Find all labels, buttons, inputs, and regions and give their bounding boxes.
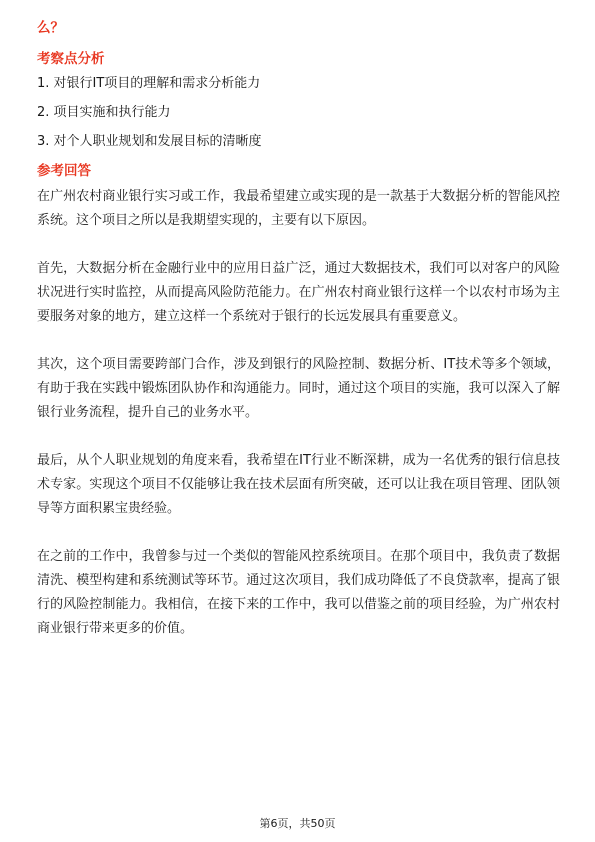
answer-paragraph-first: 首先，大数据分析在金融行业中的应用日益广泛，通过大数据技术，我们可以对客户的风险状况进行实时监控，从而提高风险防范能力。在广州农村商业银行这样一个以农村市场为主要服务对象的地方，建立这样一个系统对于银行的长远发展具有重要意义。 xyxy=(37,261,560,324)
page-number-footer: 第6页，共50页 xyxy=(259,817,336,830)
examination-point-2: 2. 项目实施和执行能力 xyxy=(37,105,171,120)
examination-points-title: 考察点分析 xyxy=(37,51,105,67)
answer-paragraph-second: 其次，这个项目需要跨部门合作，涉及到银行的风险控制、数据分析、IT技术等多个领域，有助于我在实践中锻炼团队协作和沟通能力。同时，通过这个项目的实施，我可以深入了解银行业务流程，提升自己的业务水平。 xyxy=(37,357,560,420)
question-tail: 么？ xyxy=(37,20,64,36)
document-page xyxy=(37,18,560,665)
answer-paragraph-experience: 在之前的工作中，我曾参与过一个类似的智能风控系统项目。在那个项目中，我负责了数据清洗、模型构建和系统测试等环节。通过这次项目，我们成功降低了不良贷款率，提高了银行的风险控制能力。我相信，在接下来的工作中，我可以借鉴之前的项目经验，为广州农村商业银行带来更多的价值。 xyxy=(37,549,560,636)
examination-point-3: 3. 对个人职业规划和发展目标的清晰度 xyxy=(37,134,262,149)
examination-point-1: 1. 对银行IT项目的理解和需求分析能力 xyxy=(37,76,261,91)
answer-title: 参考回答 xyxy=(37,163,91,179)
answer-paragraph-finally: 最后，从个人职业规划的角度来看，我希望在IT行业不断深耕，成为一名优秀的银行信息技术专家。实现这个项目不仅能够让我在技术层面有所突破，还可以让我在项目管理、团队领导等方面积累宝贵经验。 xyxy=(37,453,560,516)
answer-paragraph-intro: 在广州农村商业银行实习或工作，我最希望建立或实现的是一款基于大数据分析的智能风控系统。这个项目之所以是我期望实现的，主要有以下原因。 xyxy=(37,189,560,228)
